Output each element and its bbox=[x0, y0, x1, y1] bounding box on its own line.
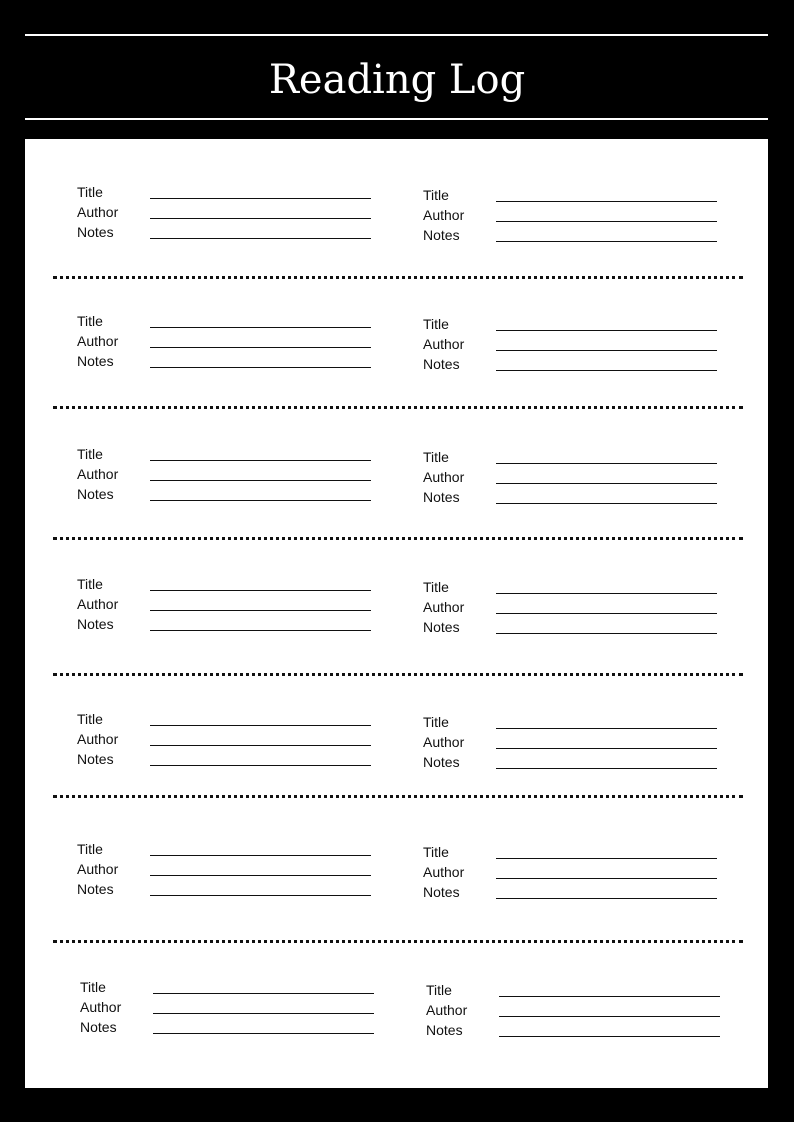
author-field bbox=[80, 998, 380, 1018]
notes-label: Notes bbox=[423, 489, 460, 505]
dotted-divider-2 bbox=[53, 406, 743, 409]
notes-field bbox=[423, 355, 723, 375]
author-label: Author bbox=[423, 864, 465, 880]
author-field bbox=[423, 335, 723, 355]
author-label: Author bbox=[77, 596, 119, 612]
log-entry-7-left bbox=[80, 978, 380, 1042]
author-label: Author bbox=[423, 336, 465, 352]
title-field bbox=[423, 315, 723, 335]
author-write-line[interactable] bbox=[150, 480, 371, 481]
title-write-line[interactable] bbox=[499, 996, 720, 997]
notes-field bbox=[77, 485, 377, 505]
author-label: Author bbox=[423, 734, 465, 750]
dotted-divider-6 bbox=[53, 940, 743, 943]
author-write-line[interactable] bbox=[499, 1016, 720, 1017]
notes-write-line[interactable] bbox=[499, 1036, 720, 1037]
author-field bbox=[77, 730, 377, 750]
author-field bbox=[423, 206, 723, 226]
notes-label: Notes bbox=[423, 619, 460, 635]
notes-label: Notes bbox=[423, 227, 460, 243]
author-write-line[interactable] bbox=[150, 218, 371, 219]
notes-label: Notes bbox=[80, 1019, 117, 1035]
notes-write-line[interactable] bbox=[496, 241, 717, 242]
author-field bbox=[426, 1001, 726, 1021]
notes-write-line[interactable] bbox=[150, 630, 371, 631]
dotted-divider-4 bbox=[53, 673, 743, 676]
notes-field bbox=[423, 753, 723, 773]
title-field bbox=[426, 981, 726, 1001]
page-title: Reading Log bbox=[268, 57, 526, 103]
title-label: Title bbox=[77, 446, 103, 462]
title-label: Title bbox=[77, 841, 103, 857]
author-field bbox=[423, 733, 723, 753]
title-label: Title bbox=[77, 313, 103, 329]
author-field bbox=[77, 332, 377, 352]
notes-field bbox=[77, 750, 377, 770]
author-write-line[interactable] bbox=[496, 878, 717, 879]
title-label: Title bbox=[423, 449, 449, 465]
author-label: Author bbox=[77, 204, 119, 220]
title-field bbox=[423, 186, 723, 206]
notes-label: Notes bbox=[423, 754, 460, 770]
author-write-line[interactable] bbox=[496, 613, 717, 614]
notes-write-line[interactable] bbox=[496, 768, 717, 769]
notes-field bbox=[80, 1018, 380, 1038]
author-field bbox=[77, 595, 377, 615]
title-field bbox=[423, 448, 723, 468]
title-write-line[interactable] bbox=[150, 725, 371, 726]
title-field bbox=[77, 445, 377, 465]
log-entry-4-left bbox=[77, 575, 377, 639]
title-label: Title bbox=[423, 579, 449, 595]
title-label: Title bbox=[426, 982, 452, 998]
author-field bbox=[423, 468, 723, 488]
notes-write-line[interactable] bbox=[150, 765, 371, 766]
notes-label: Notes bbox=[77, 616, 114, 632]
title-label: Title bbox=[77, 576, 103, 592]
author-write-line[interactable] bbox=[496, 221, 717, 222]
title-write-line[interactable] bbox=[496, 330, 717, 331]
title-field bbox=[423, 578, 723, 598]
author-write-line[interactable] bbox=[150, 745, 371, 746]
author-write-line[interactable] bbox=[150, 875, 371, 876]
title-write-line[interactable] bbox=[496, 593, 717, 594]
author-write-line[interactable] bbox=[150, 610, 371, 611]
author-label: Author bbox=[423, 599, 465, 615]
author-write-line[interactable] bbox=[153, 1013, 374, 1014]
notes-field bbox=[423, 488, 723, 508]
title-field bbox=[80, 978, 380, 998]
author-label: Author bbox=[77, 466, 119, 482]
title-field bbox=[77, 575, 377, 595]
notes-field bbox=[423, 618, 723, 638]
notes-label: Notes bbox=[77, 353, 114, 369]
title-field bbox=[77, 840, 377, 860]
title-write-line[interactable] bbox=[496, 201, 717, 202]
notes-write-line[interactable] bbox=[150, 895, 371, 896]
title-label: Title bbox=[77, 711, 103, 727]
title-label: Title bbox=[423, 714, 449, 730]
notes-write-line[interactable] bbox=[153, 1033, 374, 1034]
title-field bbox=[77, 312, 377, 332]
notes-field bbox=[77, 223, 377, 243]
log-entry-7-right bbox=[426, 981, 726, 1045]
title-write-line[interactable] bbox=[496, 728, 717, 729]
title-field bbox=[77, 710, 377, 730]
notes-label: Notes bbox=[77, 751, 114, 767]
title-label: Title bbox=[423, 316, 449, 332]
notes-label: Notes bbox=[423, 356, 460, 372]
notes-field bbox=[423, 226, 723, 246]
title-write-line[interactable] bbox=[496, 858, 717, 859]
notes-label: Notes bbox=[77, 486, 114, 502]
notes-label: Notes bbox=[77, 881, 114, 897]
log-entry-4-right bbox=[423, 578, 723, 642]
title-field bbox=[77, 183, 377, 203]
author-field bbox=[423, 598, 723, 618]
title-label: Title bbox=[423, 844, 449, 860]
author-field bbox=[77, 203, 377, 223]
notes-field bbox=[426, 1021, 726, 1041]
log-entry-3-right bbox=[423, 448, 723, 512]
author-field bbox=[423, 863, 723, 883]
notes-label: Notes bbox=[426, 1022, 463, 1038]
notes-write-line[interactable] bbox=[150, 367, 371, 368]
title-write-line[interactable] bbox=[153, 993, 374, 994]
notes-write-line[interactable] bbox=[496, 633, 717, 634]
author-field bbox=[77, 465, 377, 485]
log-entry-2-right bbox=[423, 315, 723, 379]
author-label: Author bbox=[77, 333, 119, 349]
author-field bbox=[77, 860, 377, 880]
notes-label: Notes bbox=[423, 884, 460, 900]
title-label: Title bbox=[77, 184, 103, 200]
header-top-rule bbox=[25, 34, 768, 36]
notes-field bbox=[77, 615, 377, 635]
log-entry-6-right bbox=[423, 843, 723, 907]
log-entry-3-left bbox=[77, 445, 377, 509]
notes-label: Notes bbox=[77, 224, 114, 240]
author-write-line[interactable] bbox=[496, 748, 717, 749]
notes-field bbox=[77, 880, 377, 900]
title-field bbox=[423, 843, 723, 863]
notes-write-line[interactable] bbox=[496, 898, 717, 899]
title-label: Title bbox=[80, 979, 106, 995]
notes-write-line[interactable] bbox=[150, 238, 371, 239]
author-label: Author bbox=[77, 731, 119, 747]
author-label: Author bbox=[426, 1002, 468, 1018]
notes-field bbox=[423, 883, 723, 903]
author-write-line[interactable] bbox=[496, 483, 717, 484]
log-entry-5-left bbox=[77, 710, 377, 774]
title-write-line[interactable] bbox=[150, 590, 371, 591]
notes-write-line[interactable] bbox=[496, 370, 717, 371]
log-sheet bbox=[25, 139, 768, 1088]
notes-field bbox=[77, 352, 377, 372]
dotted-divider-3 bbox=[53, 537, 743, 540]
notes-write-line[interactable] bbox=[496, 503, 717, 504]
log-entry-1-left bbox=[77, 183, 377, 247]
header-bottom-rule bbox=[25, 118, 768, 120]
title-write-line[interactable] bbox=[150, 198, 371, 199]
author-write-line[interactable] bbox=[150, 347, 371, 348]
notes-write-line[interactable] bbox=[150, 500, 371, 501]
dotted-divider-5 bbox=[53, 795, 743, 798]
author-label: Author bbox=[423, 207, 465, 223]
log-entry-6-left bbox=[77, 840, 377, 904]
dotted-divider-1 bbox=[53, 276, 743, 279]
title-label: Title bbox=[423, 187, 449, 203]
title-write-line[interactable] bbox=[496, 463, 717, 464]
title-write-line[interactable] bbox=[150, 460, 371, 461]
log-entry-5-right bbox=[423, 713, 723, 777]
title-write-line[interactable] bbox=[150, 327, 371, 328]
author-label: Author bbox=[80, 999, 122, 1015]
title-write-line[interactable] bbox=[150, 855, 371, 856]
author-label: Author bbox=[423, 469, 465, 485]
log-entry-2-left bbox=[77, 312, 377, 376]
title-field bbox=[423, 713, 723, 733]
log-entry-1-right bbox=[423, 186, 723, 250]
author-label: Author bbox=[77, 861, 119, 877]
author-write-line[interactable] bbox=[496, 350, 717, 351]
